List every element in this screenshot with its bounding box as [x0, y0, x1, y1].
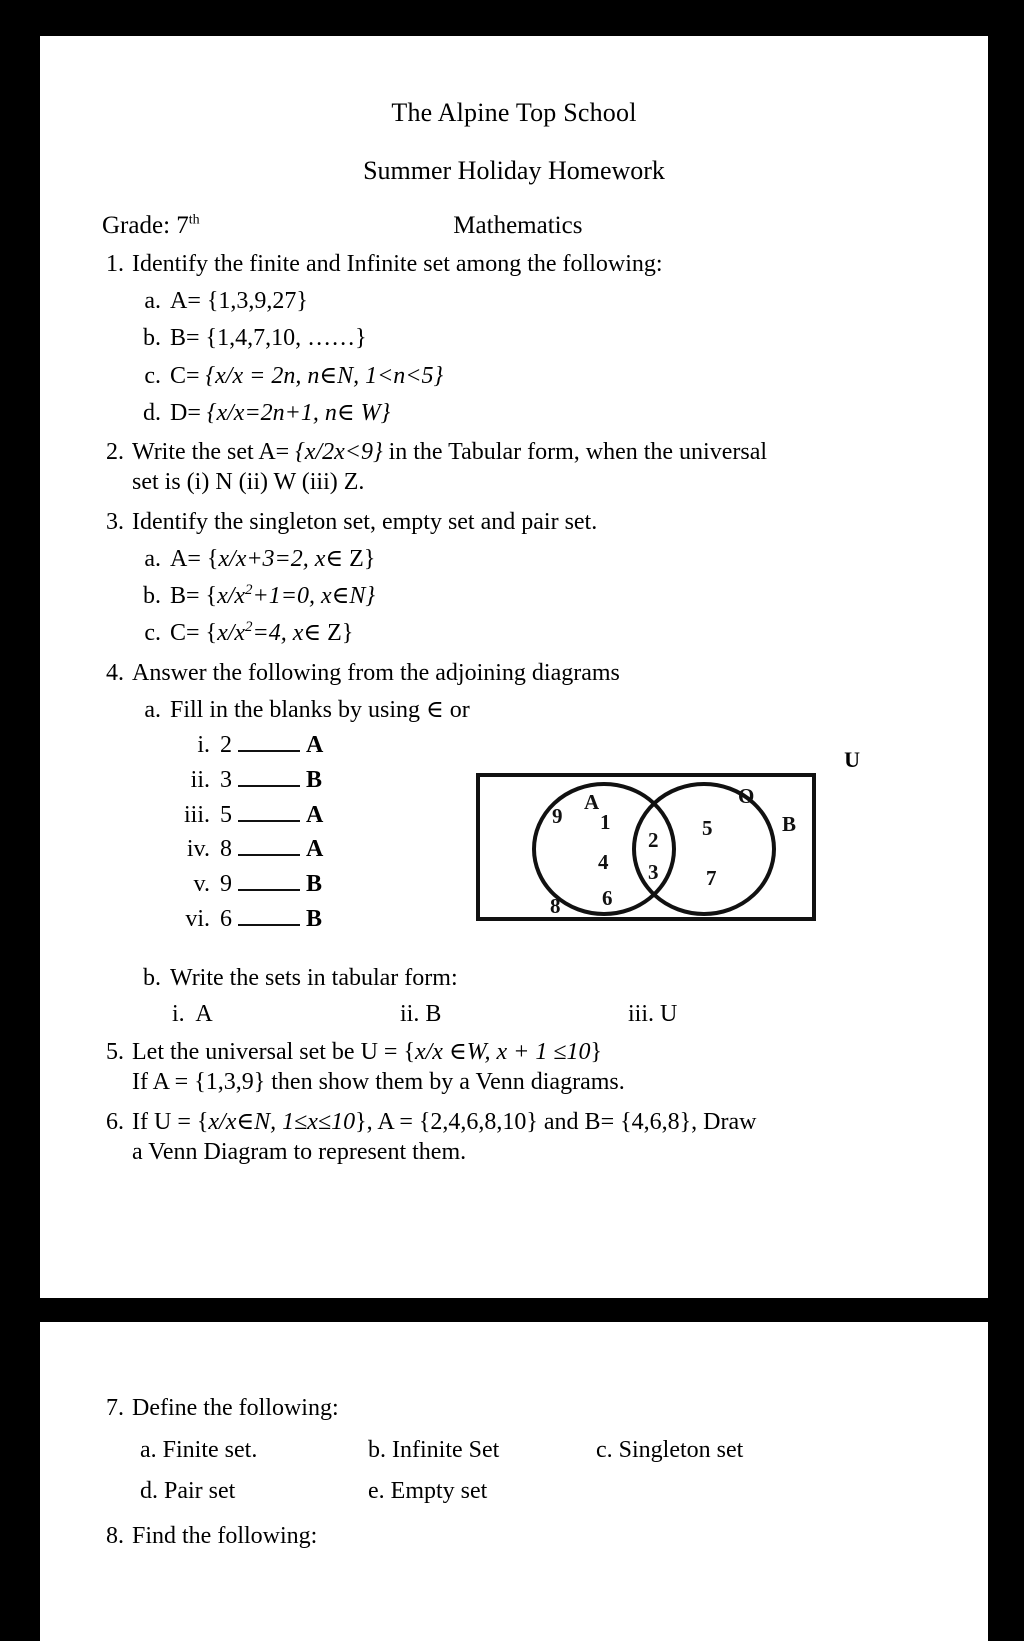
- grade-label: Grade: 7th: [102, 212, 200, 239]
- question-6-line2: a Venn Diagram to represent them.: [132, 1138, 467, 1165]
- subject-label: Mathematics: [453, 212, 583, 239]
- blank-i-answer-line[interactable]: [238, 736, 300, 752]
- blank-i-value: 2: [220, 732, 232, 759]
- grade-ordinal-suffix: th: [188, 212, 200, 228]
- blank-vi-answer-line[interactable]: [238, 910, 300, 926]
- question-5-number: 5.: [106, 1039, 124, 1066]
- question-4: [98, 658, 930, 688]
- blank-ii-answer-line[interactable]: [238, 771, 300, 787]
- part-a-text: Fill in the blanks by using ∈ or: [170, 696, 470, 723]
- question-4-number: 4.: [106, 659, 124, 686]
- question-1-item-b: [140, 323, 930, 353]
- question-8-number: 8.: [106, 1523, 124, 1550]
- question-6-body: [132, 1107, 930, 1167]
- venn-element-1: 1: [600, 810, 611, 835]
- venn-element-2: 2: [648, 828, 659, 853]
- venn-element-6: 6: [602, 886, 613, 911]
- item-d-number: d.: [143, 399, 161, 426]
- item-a-number: a.: [144, 288, 161, 315]
- question-5-line2: If A = {1,3,9} then show them by a Venn diagrams.: [132, 1069, 625, 1096]
- question-4-part-a: [140, 695, 930, 725]
- question-2-body: [132, 437, 930, 497]
- q3a-math: x/x+3=2, x: [218, 545, 326, 572]
- define-item-d: d. Pair set: [140, 1478, 236, 1505]
- venn-element-5: 5: [702, 816, 713, 841]
- venn-universe-label: U: [844, 747, 860, 773]
- item-c-math: {x/x = 2n, n∈N, 1<n<5}: [205, 362, 444, 389]
- question-1-text: Identify the finite and Infinite set among the following:: [132, 251, 663, 277]
- item-d-math: {x/x=2n+1, n∈ W}: [206, 399, 391, 426]
- item-a-text: A= {1,3,9,27}: [170, 288, 308, 315]
- question-2: [98, 437, 930, 497]
- document-page-2: [40, 1322, 988, 1641]
- question-6-line1-post: }, A = {2,4,6,8,10} and B= {4,6,8}, Draw: [355, 1108, 757, 1135]
- question-5-body: [132, 1037, 930, 1097]
- question-1-item-c: c. C= {x/x = 2n, n∈N, 1<n<5}: [140, 361, 930, 391]
- define-item-e: e. Empty set: [368, 1478, 488, 1505]
- item-c-number: c.: [144, 362, 161, 389]
- question-3-item-a: a. A= {x/x+3=2, x∈ Z}: [140, 544, 930, 574]
- item-b-text: B= {1,4,7,10, ……}: [170, 325, 367, 352]
- question-2-line1-post: in the Tabular form, when the universal: [382, 439, 768, 466]
- homework-title: Summer Holiday Homework: [363, 156, 665, 185]
- question-7-row-2: [140, 1478, 930, 1505]
- question-1-number: 1.: [106, 251, 124, 277]
- define-item-c: c. Singleton set: [596, 1437, 744, 1464]
- question-6-number: 6.: [106, 1108, 124, 1135]
- blank-v-set: B: [306, 871, 323, 898]
- question-3-text: Identify the singleton set, empty set and pair set.: [132, 508, 598, 535]
- q3b-exponent: 2: [245, 582, 253, 599]
- question-1-item-a: [140, 286, 930, 316]
- question-5-line1-math: x/x ∈W, x + 1 ≤10: [414, 1039, 591, 1066]
- question-3-item-b: b. $B= \{x/x^2+1=0$, x∈N}: [140, 581, 930, 611]
- venn-outside-8: 8: [550, 894, 561, 919]
- blank-vi-number: vi.: [185, 906, 210, 933]
- blank-vi-set: B: [306, 906, 323, 933]
- question-7-number: 7.: [106, 1395, 124, 1421]
- define-item-a: a. Finite set.: [140, 1437, 258, 1464]
- question-6-line1-pre: If U = {: [132, 1108, 209, 1135]
- blank-v-answer-line[interactable]: [238, 875, 300, 891]
- blank-ii-value: 3: [220, 766, 232, 793]
- blank-vi-value: 6: [220, 906, 232, 933]
- blank-v-value: 9: [220, 871, 232, 898]
- blank-iii-set: A: [306, 801, 324, 828]
- blank-i-set: A: [306, 732, 324, 759]
- tabular-form-row: [172, 1001, 930, 1028]
- blank-ii-set: B: [306, 766, 323, 793]
- question-5-line1-post: }: [590, 1039, 603, 1066]
- venn-diagram: [476, 747, 860, 921]
- question-3: [98, 507, 930, 537]
- question-5-line1-pre: Let the universal set be U = {: [132, 1039, 415, 1066]
- venn-label-o: O: [738, 784, 755, 809]
- question-8-text: Find the following:: [132, 1523, 318, 1550]
- question-3-item-c: c. $C= \{x/x^2=4$, x∈ Z}: [140, 618, 930, 648]
- question-7-text: Define the following:: [132, 1395, 339, 1421]
- tabular-item-i: i. A: [172, 1001, 213, 1028]
- document-page-1: [40, 36, 988, 1298]
- tabular-item-ii: ii. B: [400, 1001, 442, 1028]
- blank-iii-value: 5: [220, 801, 232, 828]
- venn-element-4: 4: [598, 850, 609, 875]
- grade-subject-row: [98, 212, 930, 240]
- item-b-number: b.: [143, 325, 161, 352]
- fill-blanks-and-diagram: [98, 731, 930, 934]
- blank-iv-number: iv.: [186, 836, 210, 863]
- blank-iv-set: A: [306, 836, 324, 863]
- tabular-item-iii: iii. U: [628, 1001, 678, 1028]
- question-2-line2: set is (i) N (ii) W (iii) Z.: [132, 469, 365, 496]
- blank-i-number: i.: [197, 732, 210, 759]
- question-2-number: 2.: [106, 439, 124, 466]
- venn-element-3: 3: [648, 860, 659, 885]
- venn-label-b: B: [782, 812, 797, 837]
- question-1: [98, 249, 930, 279]
- q3b-math: $x/x^2+1=0$, x∈N}: [217, 582, 375, 610]
- question-8: [98, 1521, 930, 1551]
- question-3-number: 3.: [106, 508, 124, 535]
- question-2-line1-pre: Write the set A=: [132, 439, 296, 466]
- venn-label-a: A: [584, 790, 600, 815]
- blank-ii-number: ii.: [190, 766, 210, 793]
- question-6: [98, 1107, 930, 1167]
- blank-iii-number: iii.: [183, 801, 210, 828]
- part-a-number: a.: [144, 696, 161, 723]
- question-2-line1-math: {x/2x<9}: [295, 439, 383, 466]
- question-5: [98, 1037, 930, 1097]
- venn-diagram-svg: [476, 773, 816, 921]
- blank-iv-value: 8: [220, 836, 232, 863]
- item-a-number: a.: [144, 545, 161, 572]
- blank-iii-answer-line[interactable]: [238, 806, 300, 822]
- part-b-number: b.: [143, 964, 161, 991]
- venn-outside-9: 9: [552, 804, 563, 829]
- blank-v-number: v.: [193, 871, 210, 898]
- q3c-math: $x/x^2=4$, x: [217, 619, 304, 647]
- blank-item-i: [172, 731, 930, 760]
- venn-element-7: 7: [706, 866, 717, 891]
- question-7: [98, 1393, 930, 1423]
- question-7-row-1: [140, 1437, 930, 1464]
- school-name: The Alpine Top School: [391, 98, 637, 127]
- question-4-text: Answer the following from the adjoining diagrams: [132, 659, 620, 686]
- part-b-text: Write the sets in tabular form:: [170, 964, 458, 991]
- q3c-exponent: 2: [245, 619, 253, 636]
- question-1-item-d: d. D= {x/x=2n+1, n∈ W}: [140, 398, 930, 428]
- item-b-number: b.: [143, 583, 161, 610]
- item-c-number: c.: [144, 620, 161, 647]
- define-item-b: b. Infinite Set: [368, 1437, 500, 1464]
- question-4-part-b: [140, 963, 930, 993]
- question-6-line1-math: x/x∈N, 1≤x≤10: [208, 1108, 356, 1135]
- blank-iv-answer-line[interactable]: [238, 840, 300, 856]
